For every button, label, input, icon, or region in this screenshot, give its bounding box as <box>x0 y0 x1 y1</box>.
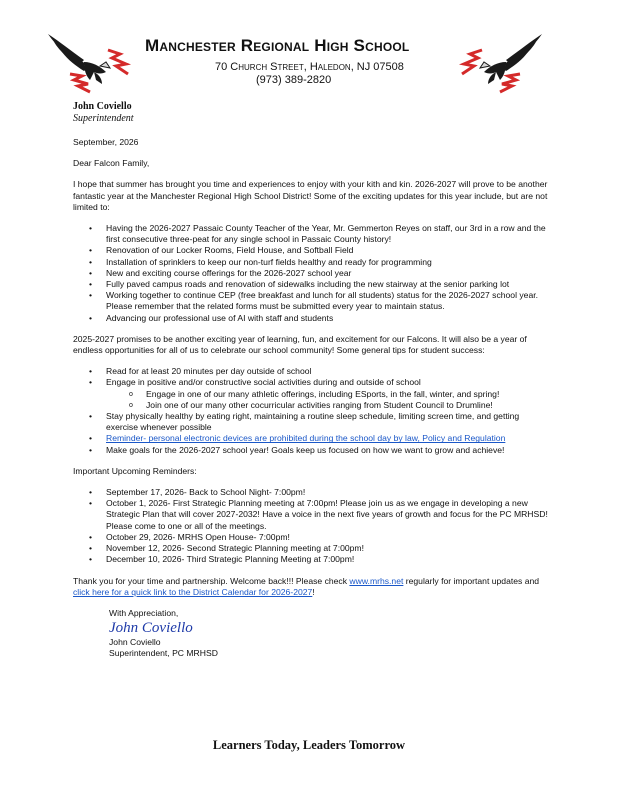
intro-paragraph: I hope that summer has brought you time and experiences to enjoy with your kith and kin. 2026-2027 will prove to be another fantastic year at the Manchester Regional High School District! Some of the exciting updates for this year include, but are not limited to: <box>73 179 548 212</box>
list-item: • November 12, 2026- Second Strategic Planning meeting at 7:00pm! <box>73 543 553 554</box>
closing-block <box>73 608 553 660</box>
letter-greeting: Dear Falcon Family, <box>73 158 150 169</box>
school-motto: Learners Today, Leaders Tomorrow <box>212 738 406 752</box>
falcon-logo-icon <box>40 28 135 103</box>
list-item: • October 29, 2026- MRHS Open House- 7:00pm! <box>73 532 553 543</box>
promise-paragraph: 2025-2027 promises to be another exciting year of learning, fun, and excitement for our Falcons. It will also be a year of endless opportunities for all of us to celebrate our school community! Some general tips for student success: <box>73 333 527 356</box>
thanks-text: regularly for important updates and <box>403 575 540 586</box>
reminder-devices-link[interactable]: Reminder- personal electronic devices are prohibited during the school day by law, Policy and Regulation <box>106 433 506 444</box>
school-phone: (973) 389-2820 <box>256 74 332 86</box>
list-item: • Installation of sprinklers to keep our non-turf fields healthy and ready for programming <box>73 257 553 268</box>
closing-text: With Appreciation, <box>109 607 179 618</box>
signature: John Coviello <box>109 620 193 637</box>
thanks-paragraph <box>73 576 553 598</box>
list-item: • Working together to continue CEP (free breakfast and lunch for all students) status for the 2026-2027 school year. Please remember that the related forms must be submitted every year to maintain status. <box>73 290 553 312</box>
letter-date: September, 2026 <box>73 137 139 147</box>
school-name: Manchester Regional High School <box>145 36 410 55</box>
reminders-list <box>73 487 553 565</box>
list-item <box>73 433 553 444</box>
website-link[interactable]: www.mrhs.net <box>349 575 404 586</box>
list-item: • Make goals for the 2026-2027 school year! Goals keep us focused on how we want to grow and achieve! <box>73 445 553 456</box>
author-name: John Coviello <box>73 101 132 112</box>
calendar-link[interactable]: click here for a quick link to the District Calendar for 2026-2027 <box>73 586 313 597</box>
list-item: • Read for at least 20 minutes per day outside of school <box>73 366 553 377</box>
signer-title: Superintendent, PC MRHSD <box>109 648 218 659</box>
list-item: • Fully paved campus roads and renovation of sidewalks including the new stairway at the senior parking lot <box>73 279 553 290</box>
list-item: • Advancing our professional use of AI with staff and students <box>73 313 553 324</box>
sub-list-item: o Engage in one of our many athletic offerings, including ESports, in the fall, winter, and spring! <box>73 389 553 400</box>
signer-name: John Coviello <box>109 637 161 648</box>
letter-body <box>73 137 553 660</box>
list-item: • Stay physically healthy by eating right, maintaining a routine sleep schedule, limiting screen time, and getting exercise whenever possible <box>73 411 553 433</box>
letter-author <box>73 101 134 125</box>
thanks-text: Thank you for your time and partnership. Welcome back!!! Please check <box>73 575 350 586</box>
list-item: • New and exciting course offerings for the 2026-2027 school year <box>73 268 553 279</box>
list-item: • October 1, 2026- First Strategic Planning meeting at 7:00pm! Please join us as we engage in developing a new Strategic Plan that will cover 2027-2032! Have a voice in the next five years of growth and focus for the PC MRHSD! Please come to one or all of the meetings. <box>73 498 553 532</box>
list-item: • Having the 2026-2027 Passaic County Teacher of the Year, Mr. Gemmerton Reyes on staff, our 3rd in a row and the first consecutive three-peat for any single school in Passaic County history! <box>73 223 553 245</box>
list-item: • Renovation of our Locker Rooms, Field House, and Softball Field <box>73 245 553 256</box>
school-address: 70 Church Street, Haledon, NJ 07508 <box>215 61 404 73</box>
list-item: • September 17, 2026- Back to School Night- 7:00pm! <box>73 487 553 498</box>
tips-list <box>73 366 553 456</box>
updates-list <box>73 223 553 324</box>
author-title: Superintendent <box>73 113 134 124</box>
thanks-text: ! <box>312 586 315 597</box>
list-item: • Engage in positive and/or constructive social activities during and outside of school <box>73 377 553 388</box>
list-item: • December 10, 2026- Third Strategic Planning Meeting at 7:00pm! <box>73 554 553 565</box>
reminders-heading: Important Upcoming Reminders: <box>73 465 197 476</box>
sub-list-item: o Join one of our many other cocurricular activities ranging from Student Council to Drumline! <box>73 400 553 411</box>
